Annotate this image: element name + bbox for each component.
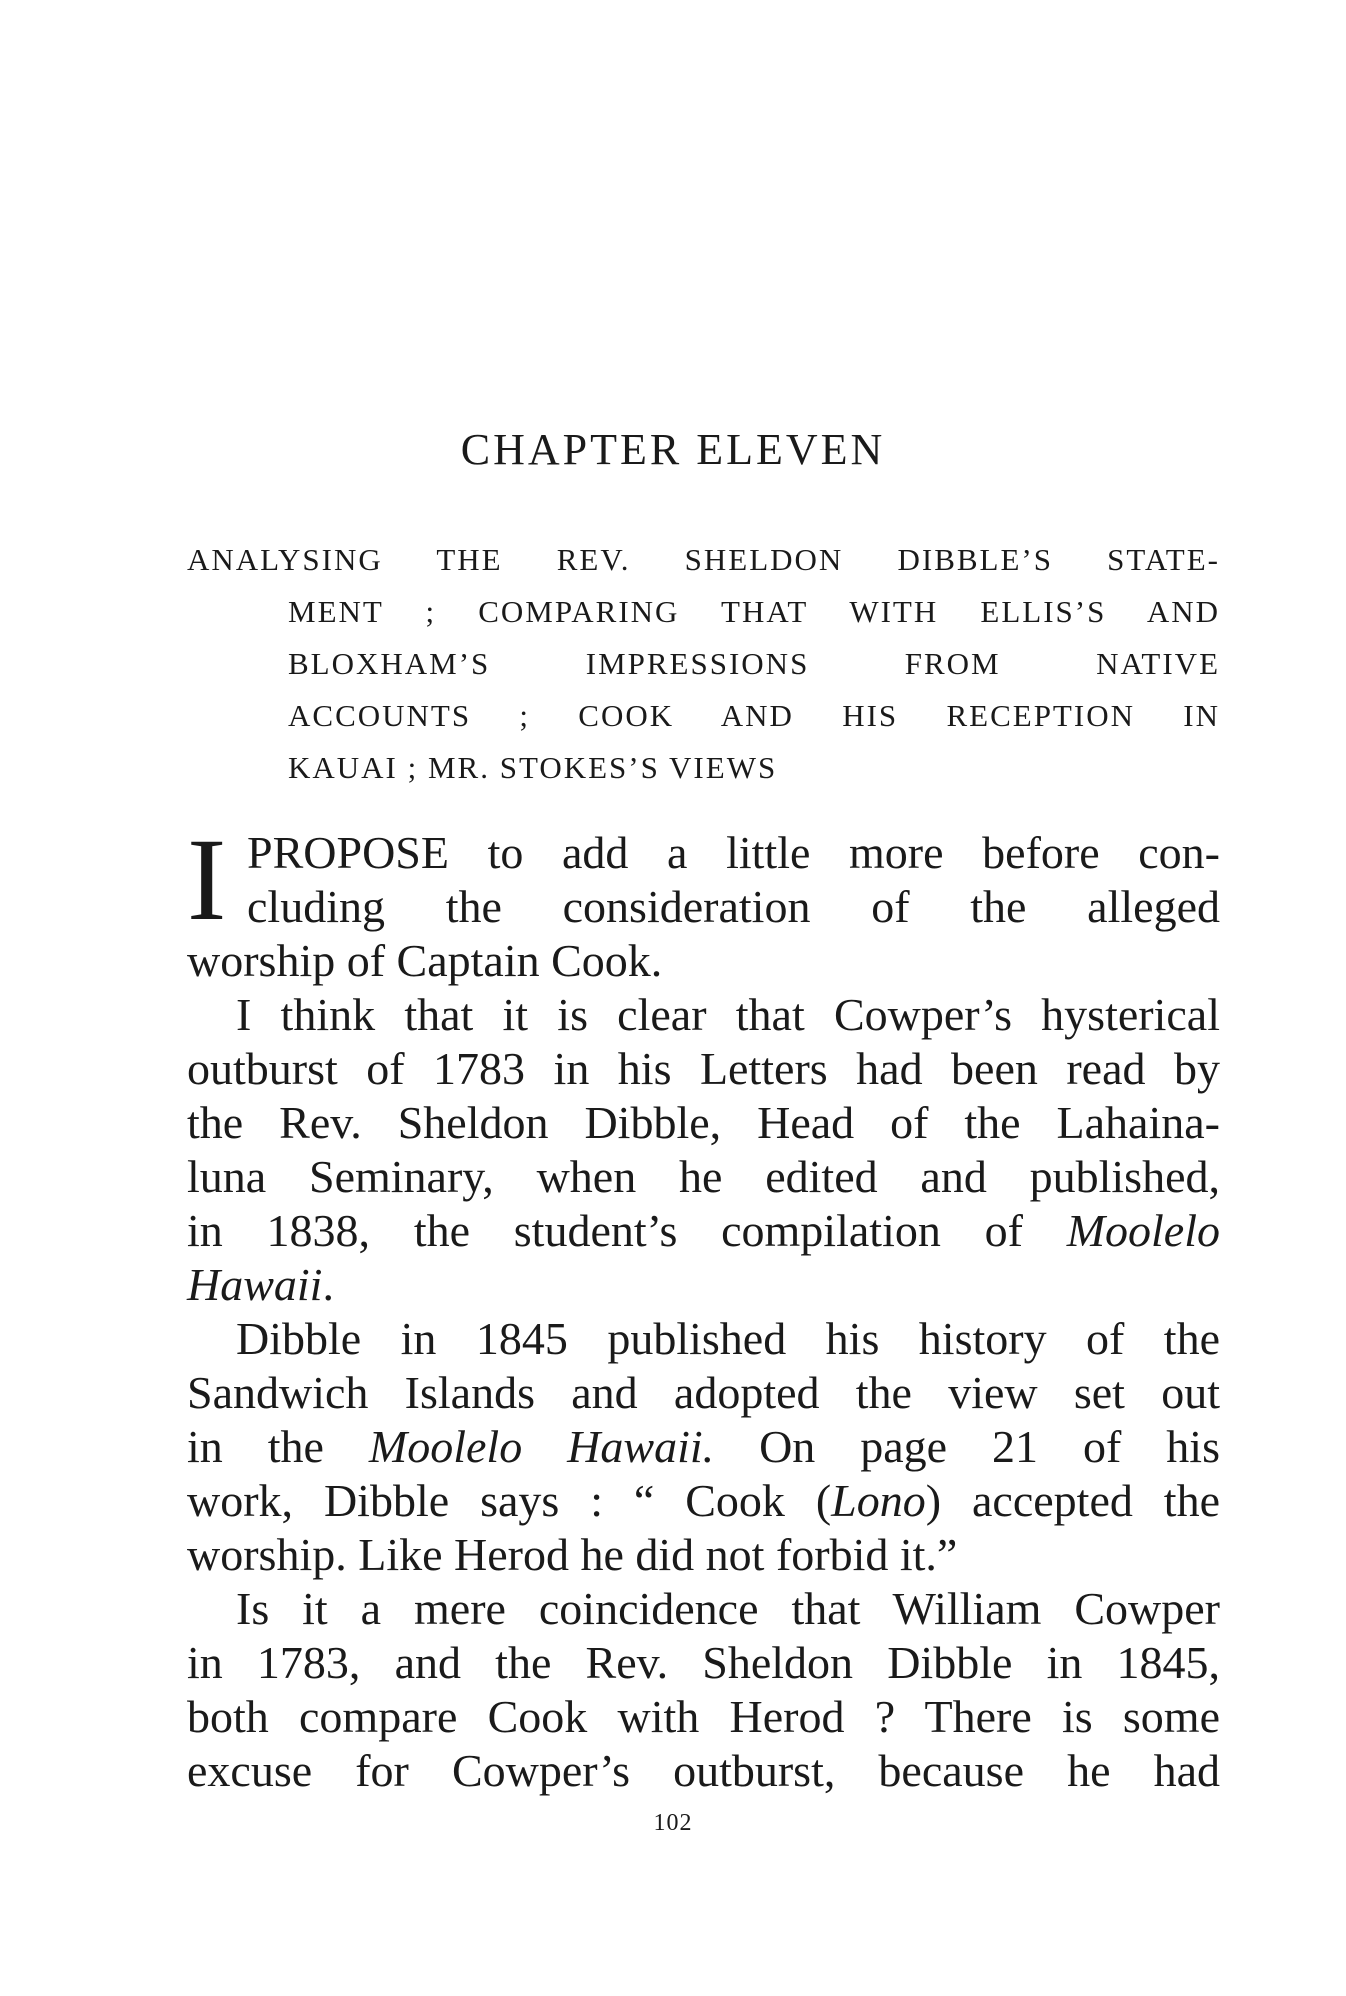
italic-title: Moolelo Hawaii. bbox=[368, 1421, 715, 1472]
paragraph-2 bbox=[187, 988, 1220, 1312]
text-line: Dibble in 1845 published his history of the bbox=[236, 1313, 1220, 1364]
paragraph-4 bbox=[187, 1582, 1220, 1798]
text-line: worship. Like Herod he did not forbid it.” bbox=[187, 1529, 958, 1580]
chapter-title: CHAPTER ELEVEN bbox=[460, 425, 886, 474]
text-line: outburst of 1783 in his Letters had been read by bbox=[187, 1043, 1220, 1094]
summary-line: MENT ; COMPARING THAT WITH ELLIS’S AND bbox=[288, 594, 1220, 629]
text-line: both compare Cook with Herod ? There is some bbox=[187, 1691, 1220, 1742]
summary-line: ANALYSING THE REV. SHELDON DIBBLE’S STATE- bbox=[187, 542, 1220, 577]
italic-title: Hawaii bbox=[187, 1259, 323, 1310]
text-line: in 1783, and the Rev. Sheldon Dibble in 1845, bbox=[187, 1637, 1220, 1688]
text-line bbox=[187, 1204, 1220, 1258]
text-fragment: . bbox=[322, 1259, 334, 1310]
text-line bbox=[187, 826, 1220, 880]
text-fragment: in 1838, the student’s compilation of bbox=[187, 1205, 1067, 1256]
italic-title: Moolelo bbox=[1066, 1205, 1220, 1256]
text-line: worship of Captain Cook. bbox=[187, 935, 663, 986]
text-fragment: On page 21 of his bbox=[714, 1421, 1220, 1472]
text-line: cluding the consideration of the alleged bbox=[247, 881, 1220, 932]
paragraph-1 bbox=[187, 814, 1220, 988]
text-line: Sandwich Islands and adopted the view set out bbox=[187, 1367, 1220, 1418]
chapter-summary bbox=[187, 534, 1220, 794]
text-line bbox=[187, 1420, 1220, 1474]
text-line bbox=[187, 1258, 1220, 1312]
text-line: luna Seminary, when he edited and published, bbox=[187, 1151, 1220, 1202]
summary-line: ACCOUNTS ; COOK AND HIS RECEPTION IN bbox=[288, 698, 1220, 733]
drop-cap: I bbox=[187, 814, 227, 945]
text-line bbox=[187, 1474, 1220, 1528]
text-fragment: in the bbox=[187, 1421, 369, 1472]
paragraph-3 bbox=[187, 1312, 1220, 1582]
text-fragment: ) accepted the bbox=[925, 1475, 1220, 1526]
italic-name: Lono bbox=[831, 1475, 926, 1526]
summary-line: KAUAI ; MR. STOKES’S VIEWS bbox=[288, 750, 778, 785]
summary-line: BLOXHAM’S IMPRESSIONS FROM NATIVE bbox=[288, 646, 1220, 681]
small-caps-word: PROPOSE bbox=[247, 827, 449, 878]
text-fragment: work, Dibble says : “ Cook ( bbox=[187, 1475, 832, 1526]
text-line: the Rev. Sheldon Dibble, Head of the Lahaina- bbox=[187, 1097, 1220, 1148]
page-number: 102 bbox=[653, 1810, 693, 1836]
text-line: Is it a mere coincidence that William Cowper bbox=[236, 1583, 1220, 1634]
text-line: excuse for Cowper’s outburst, because he had bbox=[187, 1745, 1220, 1796]
text-fragment: to add a little more before con- bbox=[448, 827, 1220, 878]
text-line: I think that it is clear that Cowper’s hysterical bbox=[236, 989, 1220, 1040]
